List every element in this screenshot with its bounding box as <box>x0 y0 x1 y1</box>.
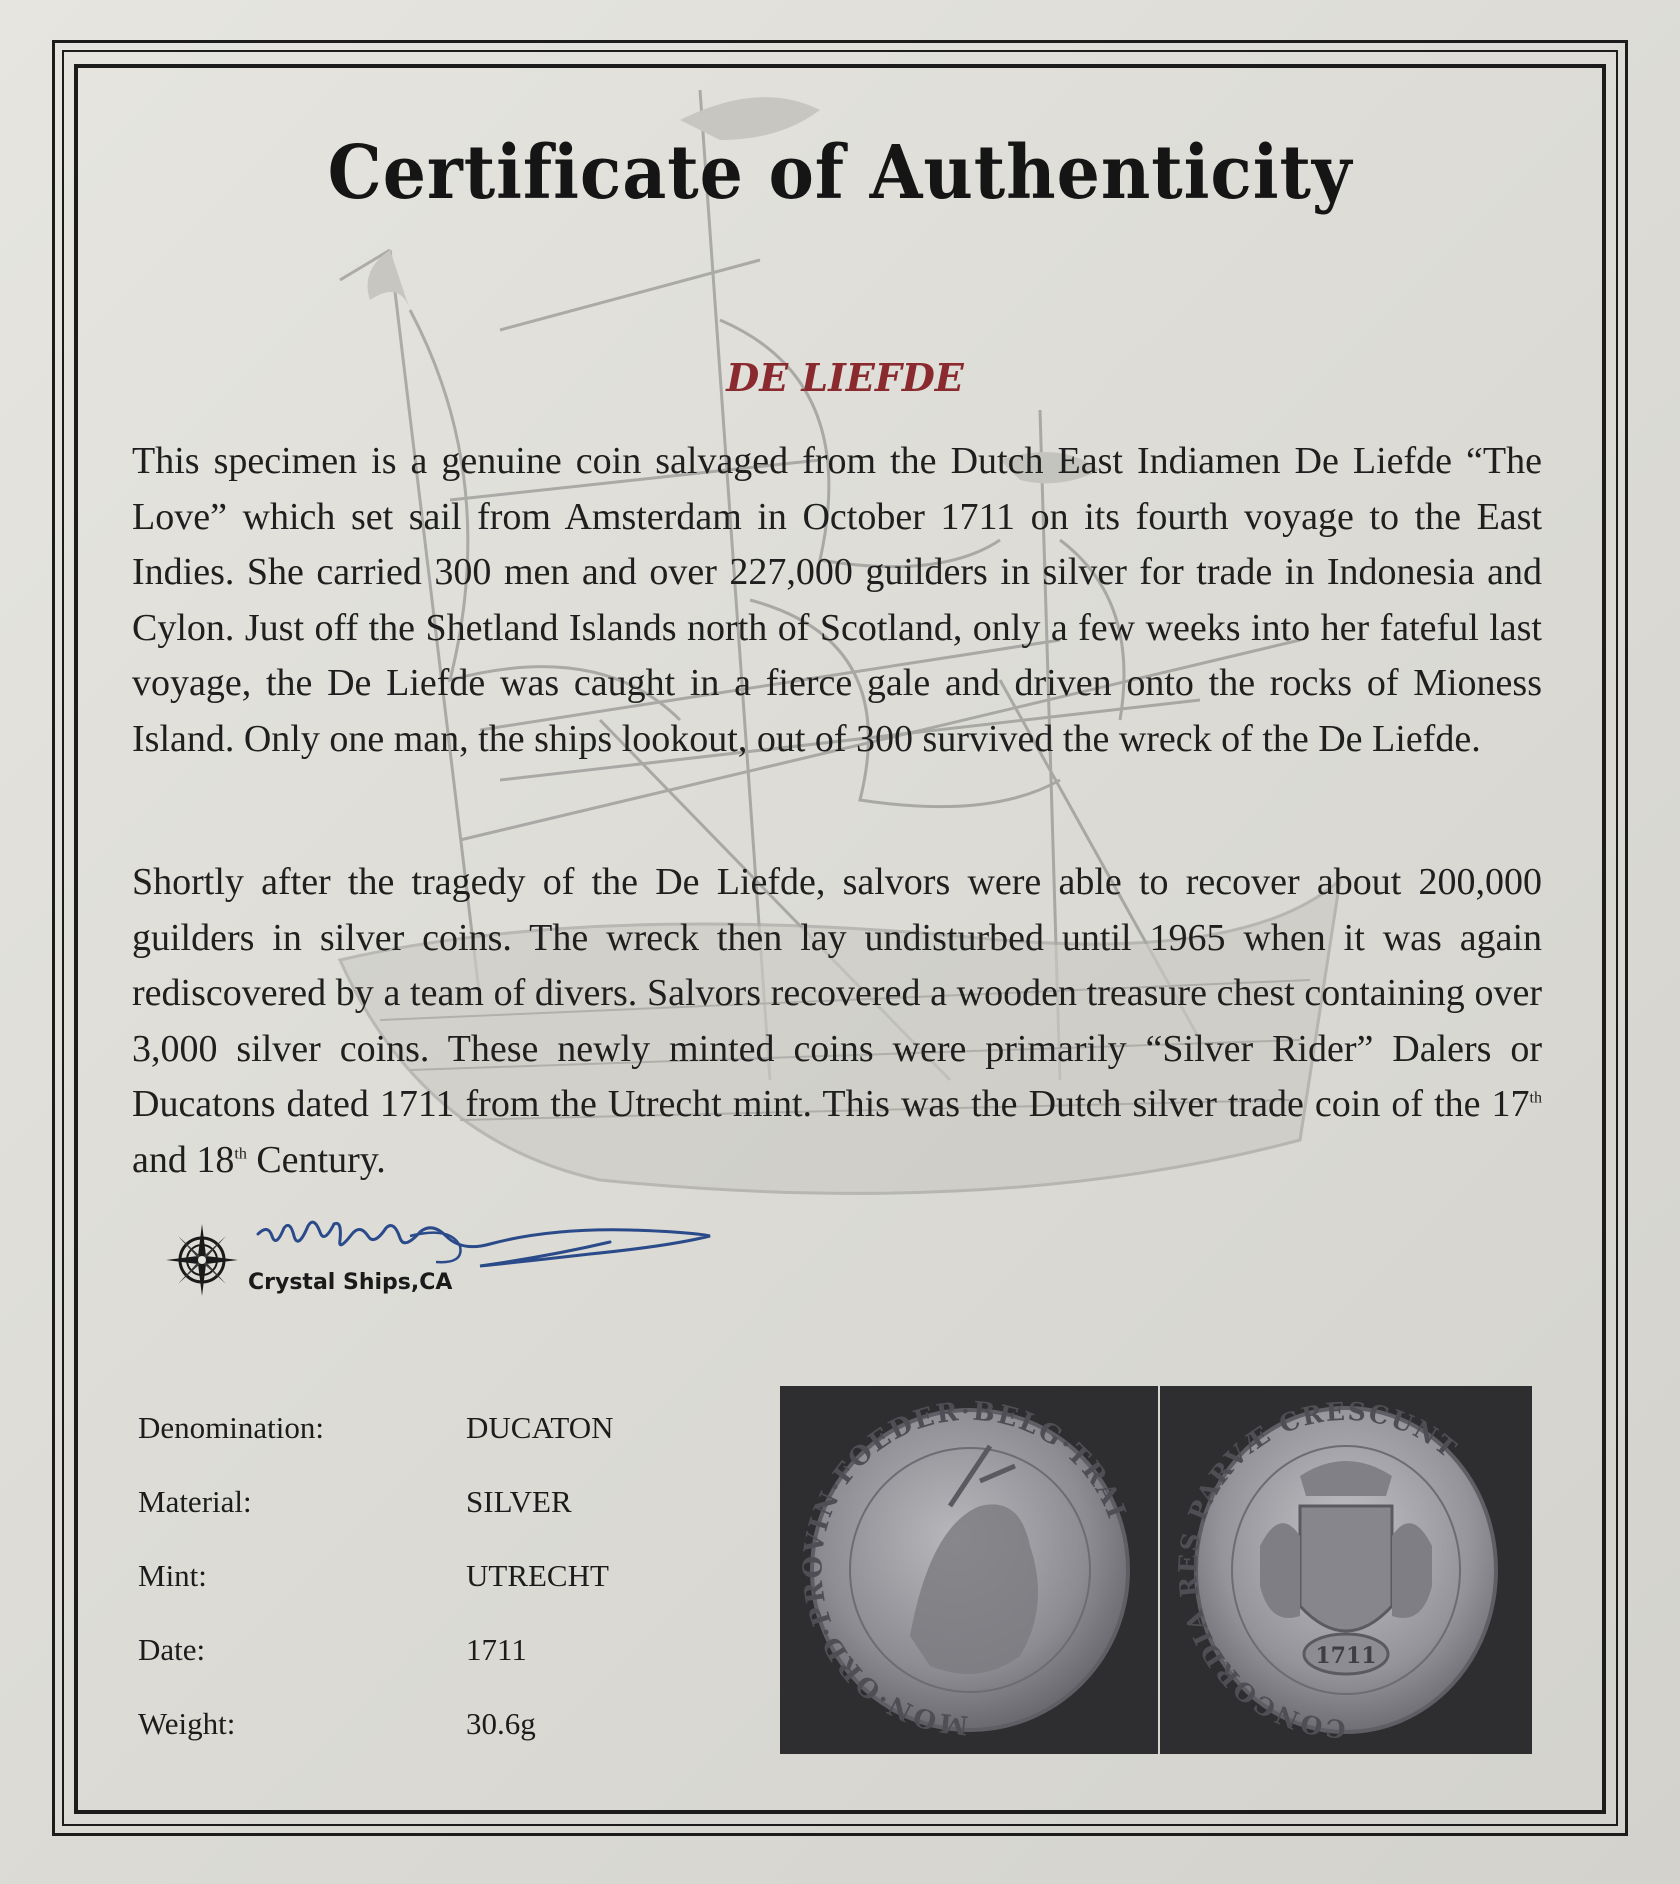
coin-obverse-photo <box>780 1386 1158 1754</box>
coin-specifications <box>138 1410 698 1780</box>
coin-date-stamp: 1711 <box>1315 1643 1377 1669</box>
coin-obverse-legend: MON·ORD·PROVIN·FOEDER·BELG·TRAI <box>798 1396 1132 1740</box>
spec-label: Mint: <box>138 1558 207 1593</box>
spec-label: Date: <box>138 1632 206 1667</box>
spec-label: Weight: <box>138 1706 236 1741</box>
history-paragraph-2 <box>132 855 1542 1188</box>
spec-row-denomination <box>138 1410 698 1484</box>
spec-value: UTRECHT <box>466 1558 609 1593</box>
superscript-th: th <box>234 1144 247 1162</box>
spec-value: 30.6g <box>466 1706 536 1741</box>
spec-value: 1711 <box>466 1632 527 1667</box>
coin-obverse-image <box>780 1386 1158 1754</box>
history-paragraph-1: This specimen is a genuine coin salvaged from the Dutch East Indiamen De Liefde “The Love” which set sail from Amsterdam in October 1711 on its fourth voyage to the East Indies. She carried 300 men and over 227,000 guilders in silver for trade in Indonesia and Cylon. Just off the Shetland Islands north of Scotland, only a few weeks into her fateful last voyage, the De Liefde was caught in a fierce gale and driven onto the rocks of Mioness Island. Only one man, the ships lookout, out of 300 survived the wreck of the De Liefde. <box>132 440 1542 760</box>
paragraph-2-text-end: Century. <box>246 1138 386 1181</box>
superscript-th: th <box>1529 1089 1542 1107</box>
spec-row-mint <box>138 1558 698 1632</box>
spec-row-date <box>138 1632 698 1706</box>
compass-rose-icon <box>164 1222 240 1298</box>
coin-reverse-photo <box>1160 1386 1532 1754</box>
spec-label: Denomination: <box>138 1410 324 1445</box>
coin-reverse-legend: CONCORDIA RES PARVÆ CRESCUNT <box>1173 1396 1464 1744</box>
spec-value: SILVER <box>466 1484 572 1519</box>
spec-value: DUCATON <box>466 1410 614 1445</box>
coin-reverse-image <box>1160 1386 1532 1754</box>
certificate-title: Certificate of Authenticity <box>327 130 1353 216</box>
spec-label: Material: <box>138 1484 252 1519</box>
spec-row-weight <box>138 1706 698 1780</box>
company-name: Crystal Ships,CA <box>248 1270 453 1295</box>
paragraph-2-text: Shortly after the tragedy of the De Liefde, salvors were able to recover about 200,000 guilders in silver coins. The wreck then lay undisturbed until 1965 when it was again rediscovered by a team of divers. Salvors recovered a wooden treasure chest containing over 3,000 silver coins. These newly minted coins were primarily “Silver Rider” Dalers or Ducatons dated 1711 from the Utrecht mint. This was the Dutch silver trade coin of the 17 <box>132 861 1542 1125</box>
ship-name-heading: DE LIEFDE <box>726 355 964 400</box>
spec-row-material <box>138 1484 698 1558</box>
paragraph-2-text-middle: and 18 <box>132 1138 235 1181</box>
